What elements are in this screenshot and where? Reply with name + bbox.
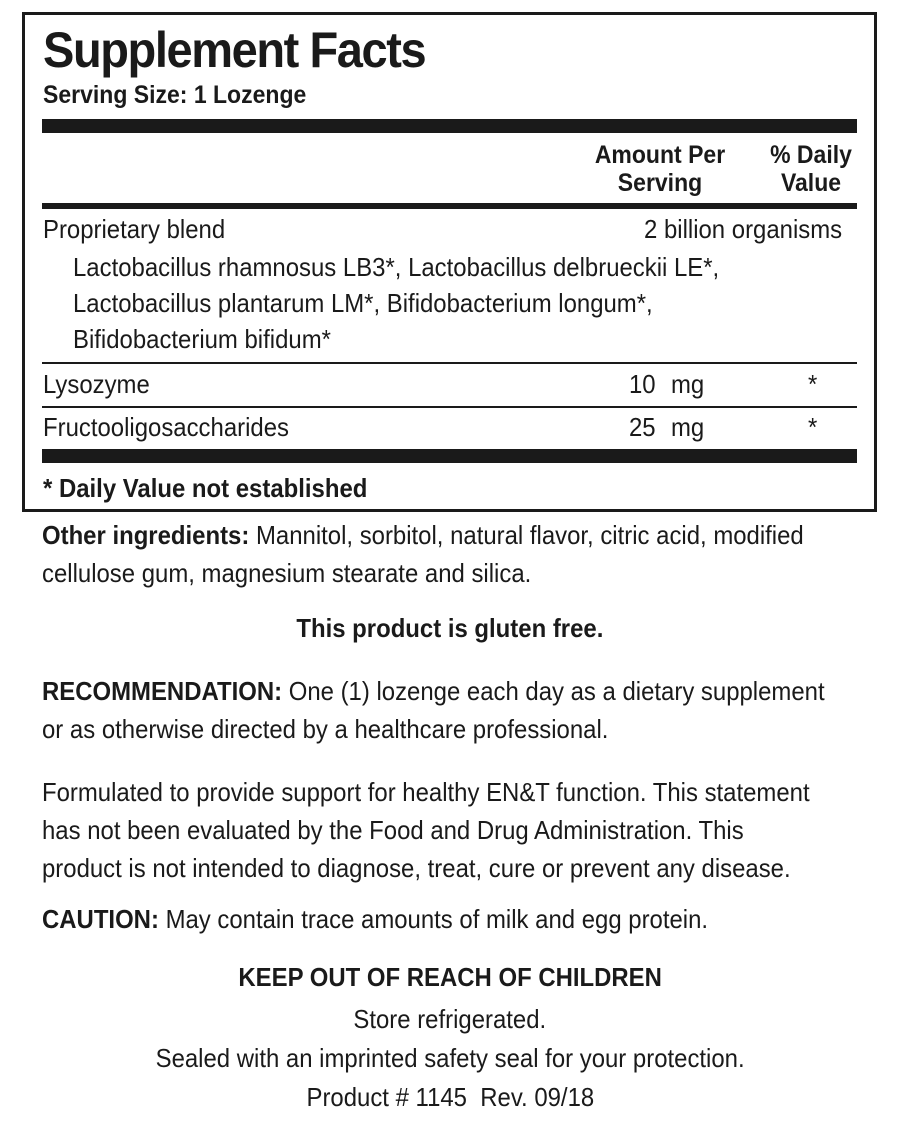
daily-value-column-header: % Daily Value: [770, 141, 852, 197]
ingredient-name: Lysozyme: [43, 369, 150, 399]
ingredient-daily-value: *: [808, 412, 818, 442]
blend-ingredients-line: Lactobacillus rhamnosus LB3*, Lactobacillus delbrueckii LE*,: [73, 252, 720, 282]
blend-ingredients-line: Lactobacillus plantarum LM*, Bifidobacterium longum*,: [73, 288, 653, 318]
caution: CAUTION: May contain trace amounts of milk and egg protein.: [42, 904, 709, 934]
other-ingredients: Other ingredients: Mannitol, sorbitol, natural flavor, citric acid, modified cellulose gum, magnesium stearate and silica.: [42, 520, 804, 588]
supplement-facts-panel: [22, 12, 877, 512]
caution-label: CAUTION:: [42, 904, 159, 934]
serving-size: Serving Size: 1 Lozenge: [43, 81, 307, 109]
footnote: * Daily Value not established: [43, 473, 368, 503]
panel-title: Supplement Facts: [43, 22, 426, 78]
other-ingredients-label: Other ingredients:: [42, 520, 250, 550]
ingredient-name: Fructooligosaccharides: [43, 412, 289, 442]
row-divider: [42, 406, 857, 408]
header-divider: [42, 203, 857, 209]
product-number: Product # 1145 Rev. 09/18: [306, 1082, 594, 1112]
keep-out-warning: KEEP OUT OF REACH OF CHILDREN: [238, 962, 662, 992]
ingredient-unit: mg: [671, 369, 705, 399]
recommendation: RECOMMENDATION: One (1) lozenge each day as a dietary supplement or as otherwise directed by a healthcare professional.: [42, 676, 825, 744]
blend-name: Proprietary blend: [43, 214, 226, 244]
thick-divider: [42, 449, 857, 463]
row-divider: [42, 362, 857, 364]
storage-instruction: Store refrigerated.: [353, 1004, 547, 1034]
recommendation-label: RECOMMENDATION:: [42, 676, 283, 706]
gluten-free-statement: This product is gluten free.: [296, 613, 604, 643]
safety-seal-note: Sealed with an imprinted safety seal for your protection.: [155, 1043, 745, 1073]
thick-divider: [42, 119, 857, 133]
ingredient-daily-value: *: [808, 369, 818, 399]
ingredient-quantity: 10: [629, 369, 656, 399]
blend-ingredients-line: Bifidobacterium bifidum*: [73, 324, 331, 354]
fda-statement: Formulated to provide support for healthy EN&T function. This statement has not been evaluated by the Food and Drug Administration. This product is not intended to diagnose, treat, cure or prevent any disease.: [42, 777, 810, 883]
ingredient-unit: mg: [671, 412, 705, 442]
blend-amount: 2 billion organisms: [644, 214, 843, 244]
amount-column-header: Amount Per Serving: [594, 141, 726, 197]
ingredient-quantity: 25: [629, 412, 656, 442]
